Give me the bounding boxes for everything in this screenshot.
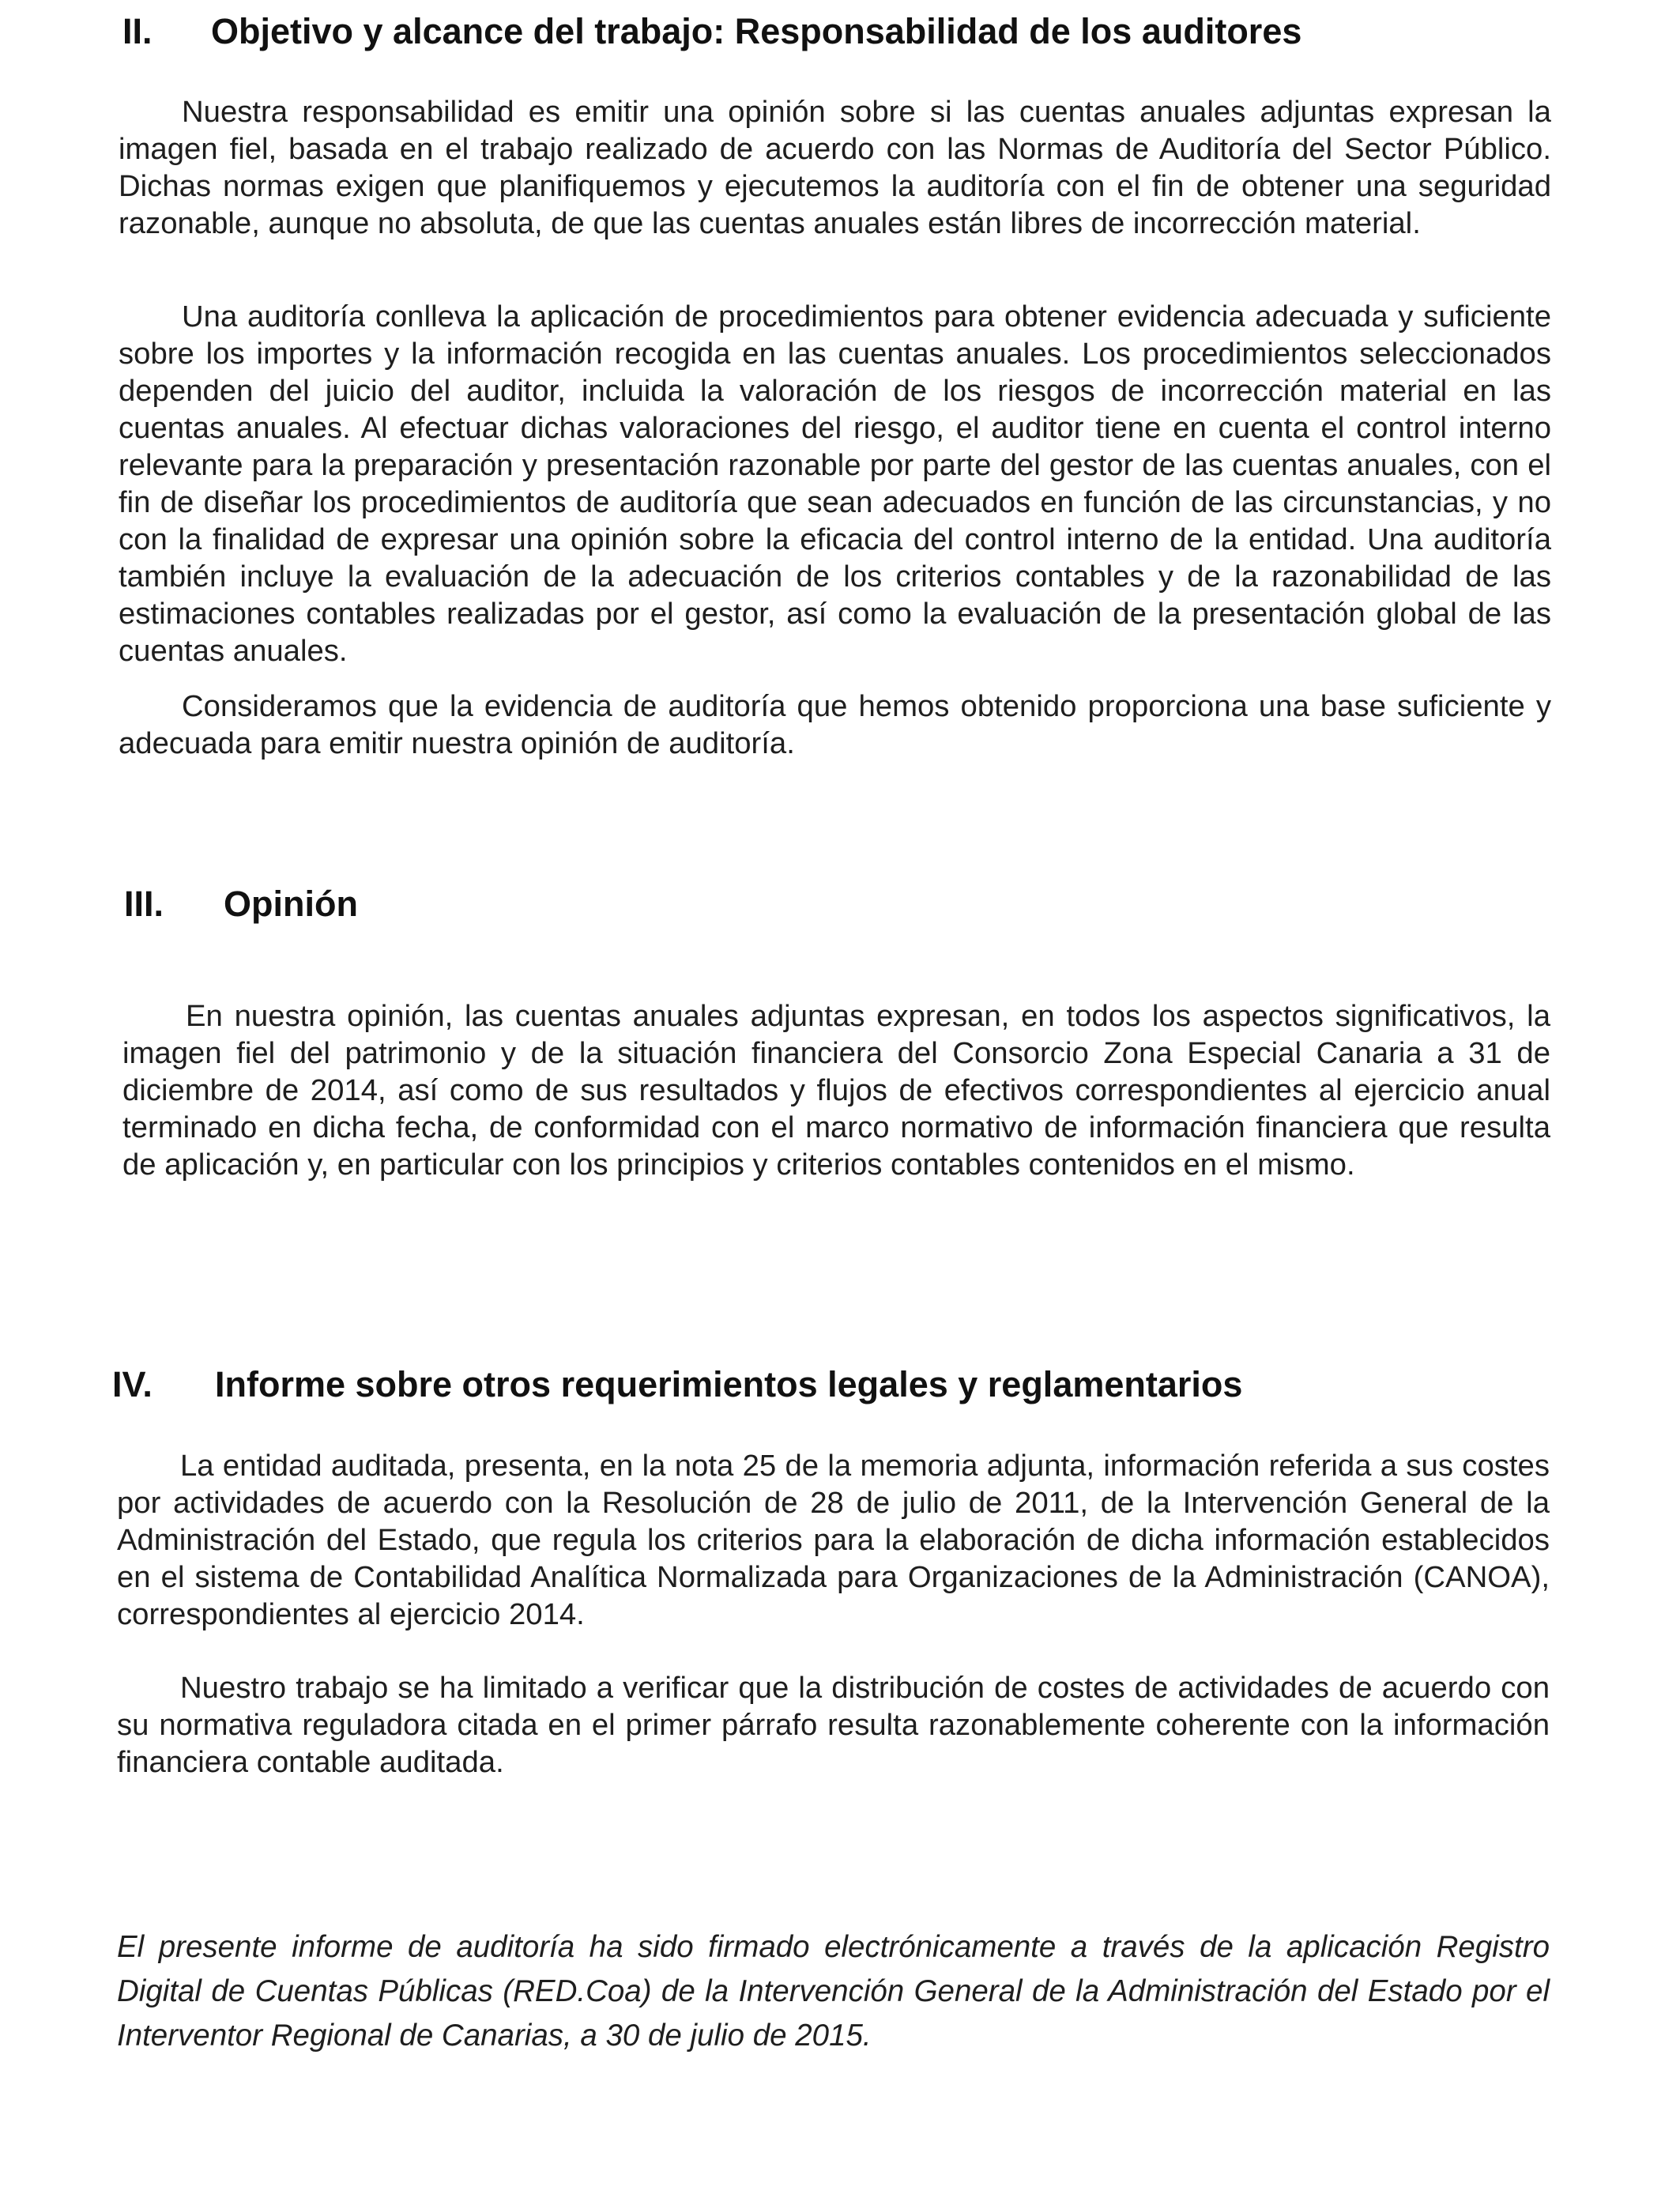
section-iii-number: III. — [124, 884, 164, 924]
section-ii-paragraph-3: Consideramos que la evidencia de auditoría que hemos obtenido proporciona una base suficiente y adecuada para emitir nuestra opinión de auditoría. — [119, 689, 1551, 760]
section-ii-title: Objetivo y alcance del trabajo: Responsabilidad de los auditores — [211, 11, 1302, 51]
section-ii-paragraph-2: Una auditoría conlleva la aplicación de procedimientos para obtener evidencia adecuada y suficiente sobre los importes y la información recogida en las cuentas anuales. Los procedimientos seleccionados dependen del juicio del auditor, incluida la valoración de los riesgos de incorrección material en las cuentas anuales. Al efectuar dichas valoraciones del riesgo, el auditor tiene en cuenta el control interno relevante para la preparación y presentación razonable por parte del gestor de las cuentas anuales, con el fin de diseñar los procedimientos de auditoría que sean adecuados en función de las circunstancias, y no con la finalidad de expresar una opinión sobre la eficacia del control interno de la entidad. Una auditoría también incluye la evaluación de la adecuación de los criterios contables y de la razonabilidad de las estimaciones contables realizadas por el gestor, así como la evaluación de la presentación global de las cuentas anuales. — [119, 300, 1551, 668]
section-iv-heading — [112, 1363, 1377, 1406]
electronic-signature-note: El presente informe de auditoría ha sido firmado electrónicamente a través de la aplicación Registro Digital de Cuentas Públicas (RED.Coa) de la Intervención General de la Administración del Estado por el Interventor Regional de Canarias, a 30 de julio de 2015. — [117, 1930, 1550, 2053]
section-iii-heading — [124, 883, 756, 925]
section-ii-number: II. — [122, 11, 153, 51]
section-iii-title: Opinión — [224, 884, 358, 924]
section-ii-heading — [122, 10, 1387, 53]
section-iv-title: Informe sobre otros requerimientos legales y reglamentarios — [215, 1364, 1243, 1404]
section-iv-number: IV. — [112, 1364, 153, 1404]
section-iv-paragraph-2: Nuestro trabajo se ha limitado a verificar que la distribución de costes de actividades de acuerdo con su normativa reguladora citada en el primer párrafo resulta razonablemente coherente con la información financiera contable auditada. — [117, 1671, 1550, 1779]
section-iv-paragraph-1: La entidad auditada, presenta, en la nota 25 de la memoria adjunta, información referida a sus costes por actividades de acuerdo con la Resolución de 28 de julio de 2011, de la Intervención General de la Administración del Estado, que regula los criterios para la elaboración de dicha información establecidos en el sistema de Contabilidad Analítica Normalizada para Organizaciones de la Administración (CANOA), correspondientes al ejercicio 2014. — [117, 1449, 1550, 1631]
section-iii-paragraph-1: En nuestra opinión, las cuentas anuales adjuntas expresan, en todos los aspectos significativos, la imagen fiel del patrimonio y de la situación financiera del Consorcio Zona Especial Canaria a 31 de diciembre de 2014, así como de sus resultados y flujos de efectivos correspondientes al ejercicio anual terminado en dicha fecha, de conformidad con el marco normativo de información financiera que resulta de aplicación y, en particular con los principios y criterios contables contenidos en el mismo. — [122, 999, 1550, 1182]
section-ii-paragraph-1: Nuestra responsabilidad es emitir una opinión sobre si las cuentas anuales adjuntas expresan la imagen fiel, basada en el trabajo realizado de acuerdo con las Normas de Auditoría del Sector Público. Dichas normas exigen que planifiquemos y ejecutemos la auditoría con el fin de obtener una seguridad razonable, aunque no absoluta, de que las cuentas anuales están libres de incorrección material. — [119, 95, 1551, 240]
